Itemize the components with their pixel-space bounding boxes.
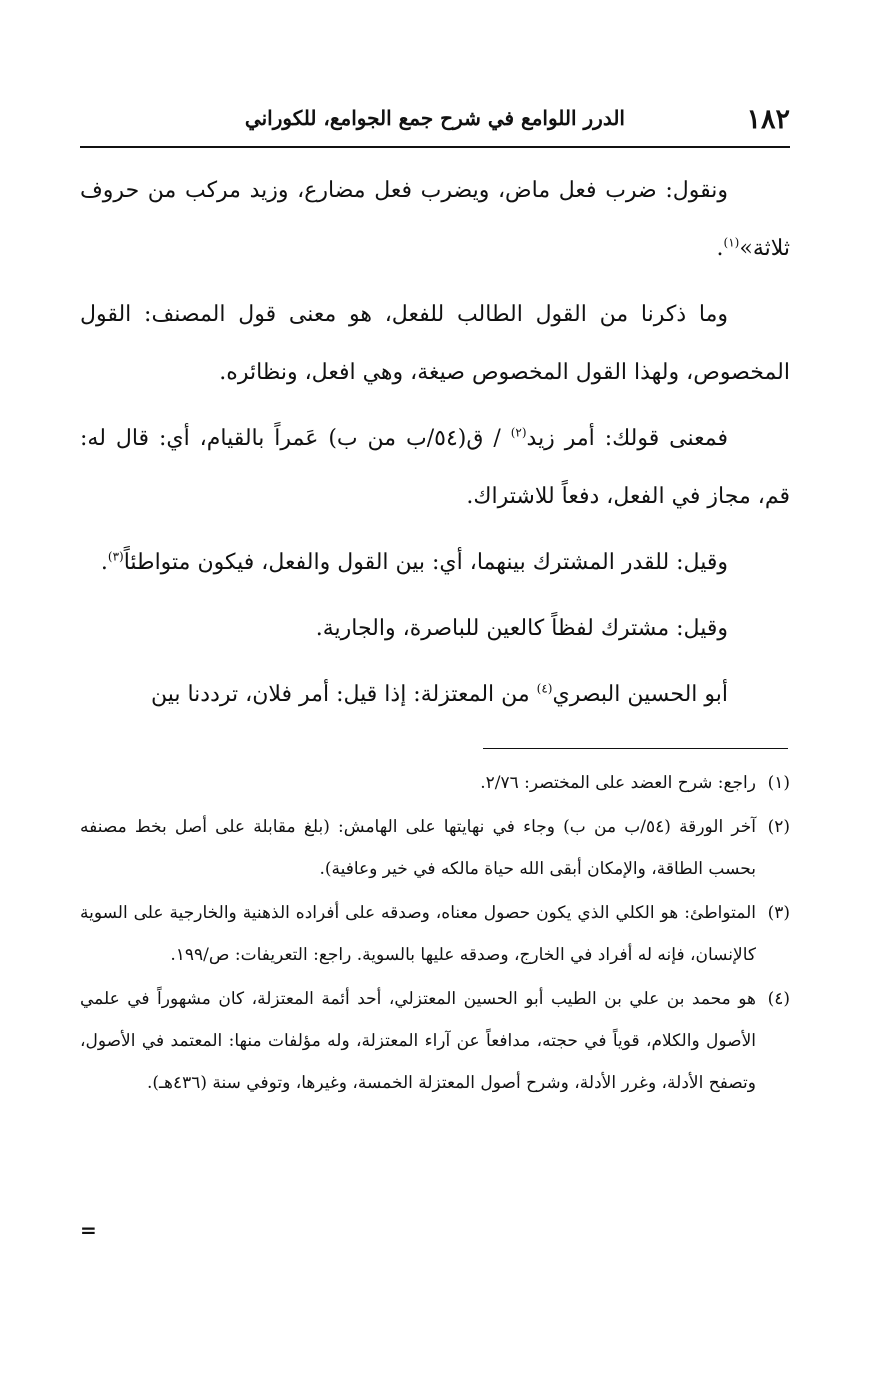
paragraph-6 bbox=[80, 666, 790, 724]
main-text bbox=[80, 162, 790, 732]
footnote-ref-2: (٢) bbox=[510, 425, 527, 440]
footnote-separator bbox=[483, 748, 788, 749]
footnote-1 bbox=[80, 762, 790, 804]
footnote-text: آخر الورقة (٥٤/ب من ب) وجاء في نهايتها على الهامش: (بلغ مقابلة على أصل بخط مصنفه بحسب الطاقة، والإمكان أبقى الله حياة مالكه في خير وعافية). bbox=[80, 817, 757, 879]
header-rule bbox=[80, 146, 790, 148]
paragraph-2: وما ذكرنا من القول الطالب للفعل، هو معنى قول المصنف: القول المخصوص، ولهذا القول المخصوص صيغة، وهي افعل، ونظائره. bbox=[80, 302, 790, 385]
running-title: الدرر اللوامع في شرح جمع الجوامع، للكوراني bbox=[244, 106, 625, 130]
paragraph-1 bbox=[80, 162, 790, 278]
footnote-4 bbox=[80, 978, 790, 1104]
footnotes bbox=[80, 762, 790, 1106]
page-header bbox=[80, 100, 790, 144]
page-number: ١٨٢ bbox=[746, 104, 790, 135]
footnote-ref-3: (٣) bbox=[107, 549, 124, 564]
footnote-2 bbox=[80, 806, 790, 890]
paragraph-3-text-a: فمعنى قولك: أمر زيد bbox=[526, 426, 728, 451]
footnote-number: (٣) bbox=[767, 903, 790, 923]
paragraph-1-end: . bbox=[716, 236, 724, 261]
footnote-number: (١) bbox=[767, 773, 790, 793]
footnote-text: راجع: شرح العضد على المختصر: ٢/٧٦. bbox=[480, 773, 756, 793]
footnote-ref-1: (١) bbox=[723, 235, 740, 250]
paragraph-3 bbox=[80, 410, 790, 526]
paragraph-4-text: وقيل: للقدر المشترك بينهما، أي: بين القول والفعل، فيكون متواطئاً bbox=[123, 550, 728, 575]
paragraph-1-text: ونقول: ضرب فعل ماض، ويضرب فعل مضارع، وزيد مركب من حروف ثلاثة» bbox=[80, 178, 790, 261]
footnote-text: هو محمد بن علي بن الطيب أبو الحسين المعتزلي، أحد أئمة المعتزلة، كان مشهوراً في علمي الأصول والكلام، قوياً في حجته، مدافعاً عن آراء المعتزلة، وله مؤلفات منها: المعتمد في الأصول، وتصفح الأدلة، وغرر الأدلة، وشرح أصول المعتزلة الخمسة، وغيرها، وتوفي سنة (٤٣٦هـ). bbox=[80, 989, 756, 1093]
footnote-number: (٢) bbox=[767, 817, 790, 837]
paragraph-4 bbox=[80, 534, 790, 592]
footnote-text: المتواطئ: هو الكلي الذي يكون حصول معناه، وصدقه على أفراده الذهنية والخارجية على السوية كالإنسان، فإنه له أفراد في الخارج، وصدقه عليها بالسوية. راجع: التعريفات: ص/١٩٩. bbox=[80, 903, 756, 965]
footnote-number: (٤) bbox=[767, 989, 790, 1009]
paragraph-6-text-b: من المعتزلة: إذا قيل: أمر فلان، ترددنا بين bbox=[150, 682, 537, 707]
continuation-mark: = bbox=[80, 1218, 97, 1242]
footnote-ref-4: (٤) bbox=[536, 681, 553, 696]
paragraph-6-text-a: أبو الحسين البصري bbox=[552, 682, 728, 707]
paragraph-5: وقيل: مشترك لفظاً كالعين للباصرة، والجارية. bbox=[315, 616, 728, 641]
footnote-3 bbox=[80, 892, 790, 976]
paragraph-4-end: . bbox=[100, 550, 108, 575]
paragraph-3-text-b: / ق(٥٤/ب من ب) عَمراً بالقيام، أي: قال له: قم، مجاز في الفعل، دفعاً للاشتراك. bbox=[80, 426, 790, 509]
